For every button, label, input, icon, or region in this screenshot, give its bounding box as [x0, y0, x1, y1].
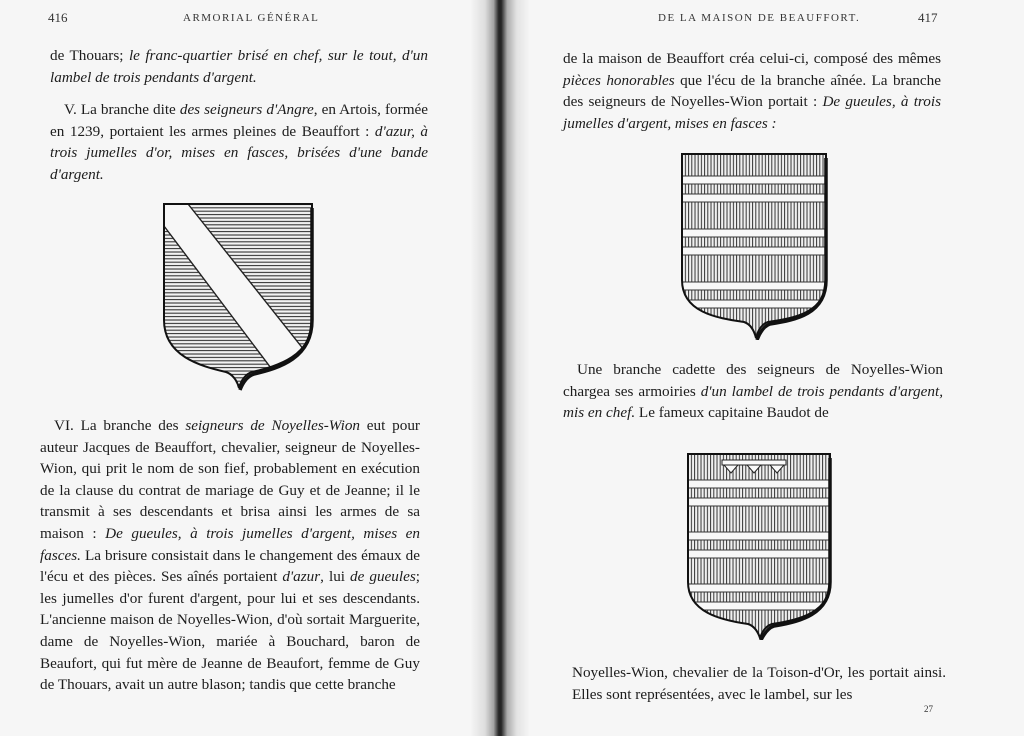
- running-head-right: DE LA MAISON DE BEAUFFORT.: [658, 12, 861, 24]
- text-run: eut pour auteur Jacques de Beauffort, chevalier, seigneur de Noyelles-Wion, qui prit le nom de son fief, probablement en exécution de la clause du contrat de mariage de Guy et de Jeanne; il le transmit à ses descendants et brisa ainsi les armes de sa maison :: [40, 417, 420, 542]
- text-run: que l'écu de la branche aînée. La branche des seigneurs de Noyelles-Wion portait :: [563, 71, 942, 111]
- paragraph-text: [563, 359, 943, 424]
- running-head-left: ARMORIAL GÉNÉRAL: [183, 12, 320, 24]
- italic-text-run: des seigneurs d'Angre: [179, 101, 314, 118]
- paragraph-branch-vi: [40, 415, 420, 696]
- italic-text-run: le franc-quartier brisé en chef, sur le tout, d'un lambel de trois pendants d'argent.: [50, 47, 428, 86]
- page-number-left: 416: [48, 10, 68, 25]
- text-run: Une branche cadette des seigneurs de Noyelles-Wion chargea ses armoiries: [563, 361, 943, 400]
- text-run: V. La branche dite: [64, 101, 180, 118]
- text-run: , lui: [320, 568, 351, 586]
- text-run: ; les jumelles d'or furent d'argent, pour lui et ses descendants. L'ancienne maison de Noyelles-Wion, d'où sortait Marguerite, dame de Noyelles-Wion, mariée à Bouchard, baron de Beaufort, qui fut mère de Jeanne de Beaufort, femme de Guy de Thouars, avait un autre blason; tandis que cette branche: [40, 568, 420, 694]
- text-run: Le fameux capitaine Baudot de: [635, 404, 829, 422]
- italic-text-run: d'azur, à trois jumelles d'or, mises en fasces, brisées d'une bande d'argent.: [50, 122, 428, 183]
- italic-text-run: seigneurs de Noyelles-Wion: [185, 417, 361, 434]
- right-page: [498, 0, 1024, 736]
- shield-three-bars-emblem: [678, 150, 832, 340]
- paragraph-continuation-right: [563, 48, 941, 134]
- paragraph-text: [50, 99, 428, 185]
- italic-text-run: de gueules: [350, 568, 416, 586]
- italic-text-run: pièces honorables: [563, 71, 675, 89]
- shield-bend-sinister-emblem: [160, 200, 318, 392]
- text-run: Noyelles-Wion, chevalier de la Toison-d'Or, les portait ainsi. Elles sont représentées, avec le lambel, sur les: [572, 664, 946, 703]
- paragraph-branch-v: [50, 99, 428, 185]
- page-number-right: 417: [918, 10, 938, 25]
- text-run: de Thouars;: [50, 47, 129, 64]
- paragraph-baudot: [572, 662, 946, 705]
- paragraph-text: [50, 45, 428, 88]
- signature-mark: 27: [924, 704, 933, 714]
- paragraph-continuation: [50, 45, 428, 88]
- paragraph-cadet-branch: [563, 359, 943, 424]
- left-page: [0, 0, 494, 736]
- text-run: VI. La branche des: [54, 417, 186, 434]
- italic-text-run: De gueules, à trois jumelles d'argent, mises en fasces.: [40, 524, 420, 564]
- paragraph-text: [563, 48, 941, 134]
- text-run: , en Artois, formée en 1239, portaient les armes pleines de Beauffort :: [50, 101, 428, 140]
- paragraph-text: [40, 415, 420, 696]
- italic-text-run: d'un lambel de trois pendants d'argent, mis en chef.: [563, 382, 943, 422]
- text-run: de la maison de Beauffort créa celui-ci, composé des mêmes: [563, 50, 941, 67]
- italic-text-run: De gueules, à trois jumelles d'argent, mises en fasces :: [563, 93, 941, 132]
- paragraph-text: [572, 662, 946, 705]
- shield-with-label-emblem: [684, 450, 836, 640]
- text-run: La brisure consistait dans le changement des émaux de l'écu et des pièces. Ses aînés portaient: [40, 546, 420, 586]
- italic-text-run: d'azur: [282, 568, 321, 586]
- label-lambel-icon: [722, 460, 786, 473]
